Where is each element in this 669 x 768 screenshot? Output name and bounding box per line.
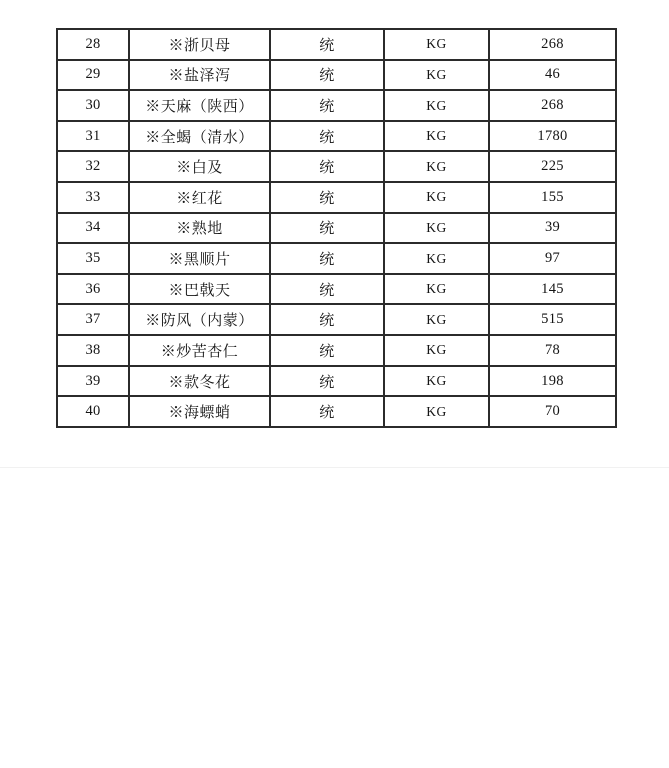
cell-row-number: 39: [57, 366, 129, 397]
cell-grade: 统: [270, 213, 384, 244]
cell-price: 268: [489, 90, 616, 121]
cell-grade: 统: [270, 60, 384, 91]
cell-grade: 统: [270, 29, 384, 60]
cell-grade: 统: [270, 274, 384, 305]
cell-row-number: 32: [57, 151, 129, 182]
table-row: [57, 243, 616, 274]
table-row: [57, 182, 616, 213]
cell-row-number: 35: [57, 243, 129, 274]
table-row: [57, 396, 616, 427]
cell-row-number: 33: [57, 182, 129, 213]
cell-unit: KG: [384, 366, 489, 397]
cell-row-number: 29: [57, 60, 129, 91]
cell-unit: KG: [384, 335, 489, 366]
cell-herb-name: ※红花: [129, 182, 270, 213]
cell-price: 198: [489, 366, 616, 397]
table-row: [57, 274, 616, 305]
cell-row-number: 28: [57, 29, 129, 60]
cell-grade: 统: [270, 335, 384, 366]
cell-herb-name: ※海螵蛸: [129, 396, 270, 427]
cell-herb-name: ※白及: [129, 151, 270, 182]
cell-price: 515: [489, 304, 616, 335]
table-row: [57, 151, 616, 182]
cell-unit: KG: [384, 60, 489, 91]
cell-herb-name: ※炒苦杏仁: [129, 335, 270, 366]
cell-price: 268: [489, 29, 616, 60]
table-row: [57, 335, 616, 366]
cell-row-number: 36: [57, 274, 129, 305]
cell-unit: KG: [384, 274, 489, 305]
cell-row-number: 31: [57, 121, 129, 152]
scan-artifact-line: [0, 467, 669, 468]
cell-herb-name: ※熟地: [129, 213, 270, 244]
table-row: [57, 121, 616, 152]
cell-price: 39: [489, 213, 616, 244]
cell-price: 1780: [489, 121, 616, 152]
cell-grade: 统: [270, 396, 384, 427]
price-table-body: [57, 29, 616, 427]
cell-row-number: 34: [57, 213, 129, 244]
cell-grade: 统: [270, 151, 384, 182]
table-row: [57, 213, 616, 244]
cell-grade: 统: [270, 90, 384, 121]
cell-unit: KG: [384, 90, 489, 121]
cell-row-number: 30: [57, 90, 129, 121]
cell-price: 97: [489, 243, 616, 274]
cell-price: 225: [489, 151, 616, 182]
cell-price: 46: [489, 60, 616, 91]
cell-row-number: 40: [57, 396, 129, 427]
price-table: [56, 28, 617, 428]
cell-grade: 统: [270, 366, 384, 397]
cell-grade: 统: [270, 243, 384, 274]
cell-grade: 统: [270, 121, 384, 152]
cell-herb-name: ※全蝎（清水）: [129, 121, 270, 152]
cell-unit: KG: [384, 182, 489, 213]
table-row: [57, 29, 616, 60]
cell-herb-name: ※黑顺片: [129, 243, 270, 274]
cell-unit: KG: [384, 29, 489, 60]
cell-price: 78: [489, 335, 616, 366]
cell-herb-name: ※防风（内蒙）: [129, 304, 270, 335]
cell-herb-name: ※款冬花: [129, 366, 270, 397]
cell-price: 145: [489, 274, 616, 305]
cell-price: 155: [489, 182, 616, 213]
cell-grade: 统: [270, 304, 384, 335]
cell-unit: KG: [384, 121, 489, 152]
table-row: [57, 304, 616, 335]
cell-unit: KG: [384, 304, 489, 335]
cell-herb-name: ※巴戟天: [129, 274, 270, 305]
cell-herb-name: ※盐泽泻: [129, 60, 270, 91]
cell-herb-name: ※天麻（陕西）: [129, 90, 270, 121]
cell-herb-name: ※浙贝母: [129, 29, 270, 60]
cell-row-number: 37: [57, 304, 129, 335]
cell-unit: KG: [384, 213, 489, 244]
cell-unit: KG: [384, 396, 489, 427]
table-row: [57, 60, 616, 91]
cell-price: 70: [489, 396, 616, 427]
cell-unit: KG: [384, 151, 489, 182]
table-row: [57, 366, 616, 397]
cell-row-number: 38: [57, 335, 129, 366]
table-row: [57, 90, 616, 121]
cell-unit: KG: [384, 243, 489, 274]
cell-grade: 统: [270, 182, 384, 213]
